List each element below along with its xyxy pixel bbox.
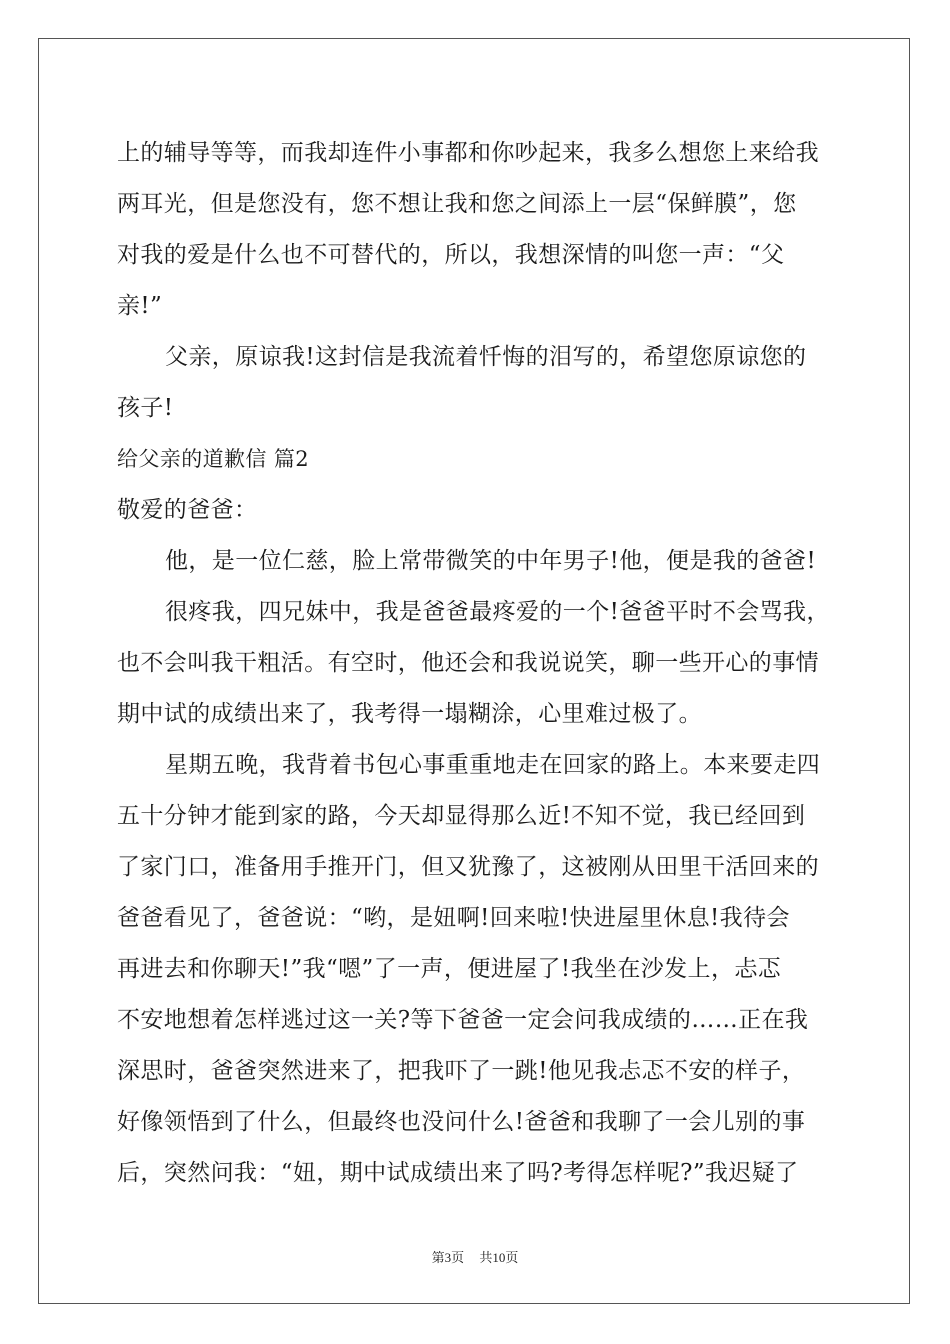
paragraph-start: 星期五晚，我背着书包心事重重地走在回家的路上。本来要走四 bbox=[165, 752, 821, 778]
paragraph-start: 很疼我，四兄妹中，我是爸爸最疼爱的一个!爸爸平时不会骂我， bbox=[165, 599, 830, 625]
text-line: 深思时，爸爸突然进来了，把我吓了一跳!他见我忐忑不安的样子， bbox=[117, 1058, 806, 1084]
page-footer bbox=[0, 1247, 950, 1266]
section-heading: 给父亲的道歉信 篇2 bbox=[117, 447, 310, 471]
text-line: 也不会叫我干粗活。有空时，他还会和我说说笑，聊一些开心的事情 bbox=[117, 650, 819, 676]
text-line: 上的辅导等等，而我却连件小事都和你吵起来，我多么想您上来给我 bbox=[117, 140, 819, 166]
text-line: 爸爸看见了，爸爸说：“哟，是妞啊!回来啦!快进屋里休息!我待会 bbox=[117, 905, 790, 931]
paragraph-start: 父亲，原谅我!这封信是我流着忏悔的泪写的，希望您原谅您的 bbox=[165, 344, 807, 370]
text-line: 再进去和你聊天!”我“嗯”了一声，便进屋了!我坐在沙发上，忐忑 bbox=[117, 956, 782, 982]
text-line: 对我的爱是什么也不可替代的，所以，我想深情的叫您一声：“父 bbox=[117, 242, 785, 268]
text-line: 两耳光，但是您没有，您不想让我和您之间添上一层“保鲜膜”，您 bbox=[117, 191, 797, 217]
text-line: 亲!” bbox=[117, 293, 163, 319]
total-page-count: 共10页 bbox=[479, 1250, 519, 1265]
text-line: 五十分钟才能到家的路，今天却显得那么近!不知不觉，我已经回到 bbox=[117, 803, 806, 829]
text-line: 好像领悟到了什么，但最终也没问什么!爸爸和我聊了一会儿别的事 bbox=[117, 1109, 806, 1135]
text-line: 期中试的成绩出来了，我考得一塌糊涂，心里难过极了。 bbox=[117, 701, 702, 727]
text-line: 不安地想着怎样逃过这一关?等下爸爸一定会问我成绩的……正在我 bbox=[117, 1007, 809, 1033]
salutation: 敬爱的爸爸： bbox=[117, 497, 258, 523]
document-body bbox=[117, 128, 837, 1199]
paragraph-start: 他，是一位仁慈，脸上常带微笑的中年男子!他，便是我的爸爸! bbox=[165, 548, 817, 574]
text-line: 孩子! bbox=[117, 395, 174, 421]
text-line: 后，突然问我：“妞，期中试成绩出来了吗?考得怎样呢?”我迟疑了 bbox=[117, 1160, 799, 1186]
current-page-number: 第3页 bbox=[431, 1250, 465, 1265]
text-line: 了家门口，准备用手推开门，但又犹豫了，这被刚从田里干活回来的 bbox=[117, 854, 819, 880]
